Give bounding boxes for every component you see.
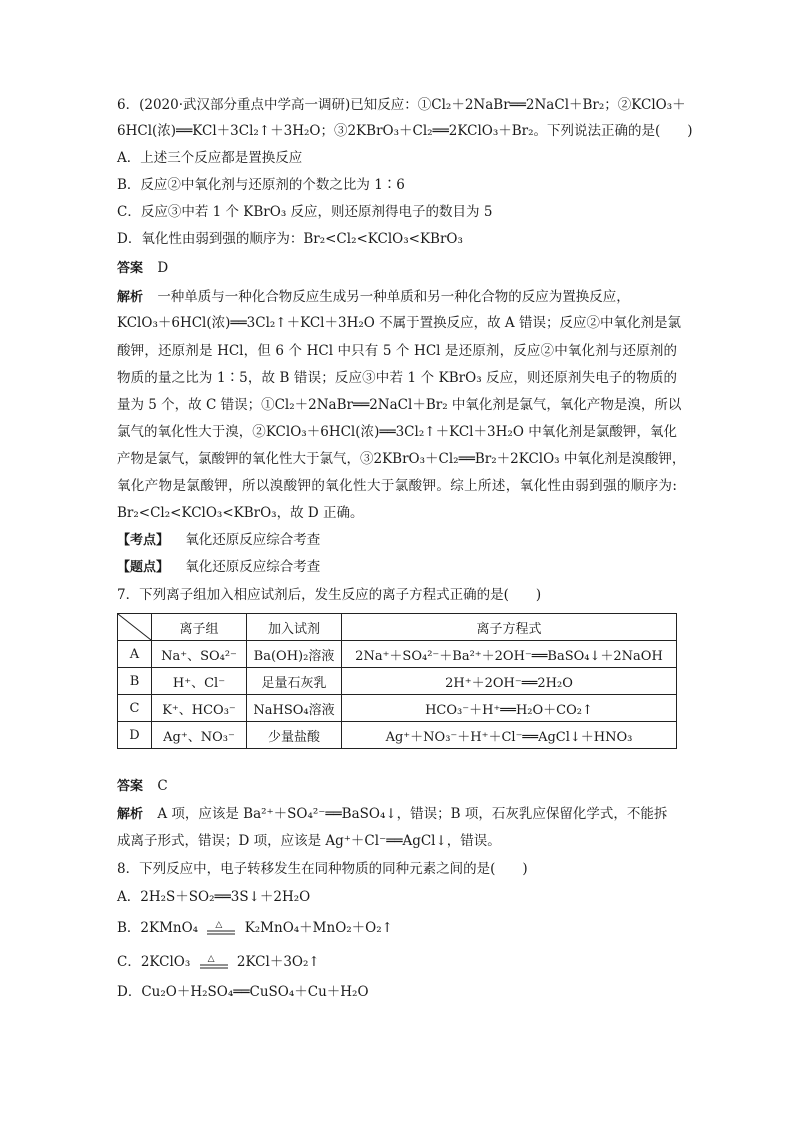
tidian-label: 【题点】 xyxy=(117,560,170,575)
q6-stem-line2: 6HCl(浓)══KCl＋3Cl₂↑＋3H₂O；③2KBrO₃＋Cl₂══2KClO₃＋Br₂。下列说法正确的是( ) xyxy=(117,123,693,139)
q7-answer-line xyxy=(117,776,168,797)
q6-option-a: A．上述三个反应都是置换反应 xyxy=(117,150,303,166)
row-label: A xyxy=(118,641,152,668)
row-label: C xyxy=(118,695,152,722)
row-equation: 2H⁺＋2OH⁻══2H₂O xyxy=(342,668,677,695)
row-reagent: 足量石灰乳 xyxy=(247,668,342,695)
q6-analysis-line-5: 量为 5 个，故 C 错误；①Cl₂＋2NaBr══2NaCl＋Br₂ 中氧化剂是氯气，氧化产物是溴，所以 xyxy=(117,397,682,413)
heat-arrow xyxy=(199,953,229,970)
q6-kaodian xyxy=(117,530,320,551)
q6-option-b: B．反应②中氧化剂与还原剂的个数之比为 1∶6 xyxy=(117,177,405,193)
q7-answer-label: 答案 xyxy=(117,779,144,794)
diagonal-line xyxy=(118,614,151,640)
q7-analysis-label: 解析 xyxy=(117,807,144,822)
row-ions: Na⁺、SO₄²⁻ xyxy=(152,641,247,668)
q6-answer-line xyxy=(117,258,168,279)
q7-analysis-first xyxy=(117,804,667,825)
q8-option-b xyxy=(117,918,393,938)
diagonal-header-cell xyxy=(118,614,152,641)
q6-analysis-label: 解析 xyxy=(117,290,144,305)
q6-option-d: D．氧化性由弱到强的顺序为：Br₂<Cl₂<KClO₃<KBrO₃ xyxy=(117,231,463,247)
row-equation: 2Na⁺＋SO₄²⁻＋Ba²⁺＋2OH⁻══BaSO₄↓＋2NaOH xyxy=(342,641,677,668)
row-reagent: 少量盐酸 xyxy=(247,722,342,749)
q6-analysis-line-1: 一种单质与一种化合物反应生成另一种单质和另一种化合物的反应为置换反应， xyxy=(157,289,630,305)
q8-option-b-products: K₂MnO₄＋MnO₂＋O₂↑ xyxy=(244,920,393,936)
q7-answer-value: C xyxy=(157,778,168,794)
q6-analysis-line-4: 物质的量之比为 1∶5，故 B 错误；反应③中若 1 个 KBrO₃ 反应，则还原剂失电子的物质的 xyxy=(117,370,677,386)
row-reagent: NaHSO₄溶液 xyxy=(247,695,342,722)
kaodian-value: 氧化还原反应综合考查 xyxy=(185,532,321,548)
row-reagent: Ba(OH)₂溶液 xyxy=(247,641,342,668)
q8-option-b-reactant: B．2KMnO₄ xyxy=(117,920,199,936)
header-ions: 离子组 xyxy=(152,614,247,641)
table-row xyxy=(118,722,677,749)
q8-stem: 8．下列反应中，电子转移发生在同种物质的同种元素之间的是( ) xyxy=(117,861,528,877)
kaodian-label: 【考点】 xyxy=(117,533,170,548)
q6-option-c: C．反应③中若 1 个 KBrO₃ 反应，则还原剂得电子的数目为 5 xyxy=(117,204,493,220)
q6-analysis-line-7: 产物是氯气，氯酸钾的氧化性大于氯气，③2KBrO₃＋Cl₂══Br₂＋2KClO₃ 中氧化剂是溴酸钾， xyxy=(117,451,686,467)
heat-triangle-icon: △ xyxy=(215,919,223,930)
table-row xyxy=(118,668,677,695)
row-ions: H⁺、Cl⁻ xyxy=(152,668,247,695)
q8-option-c-products: 2KCl＋3O₂↑ xyxy=(236,954,320,970)
q6-analysis-line-6: 氯气的氧化性大于溴，②KClO₃＋6HCl(浓)══3Cl₂↑＋KCl＋3H₂O 中氧化剂是氯酸钾，氧化 xyxy=(117,424,677,440)
q8-option-d: D．Cu₂O＋H₂SO₄══CuSO₄＋Cu＋H₂O xyxy=(117,984,369,1000)
q6-analysis-line-9: Br₂<Cl₂<KClO₃<KBrO₃，故 D 正确。 xyxy=(117,505,364,521)
q6-stem-line1: 6．(2020·武汉部分重点中学高一调研)已知反应：①Cl₂＋2NaBr══2NaCl＋Br₂；②KClO₃＋ xyxy=(117,97,686,113)
header-reagent: 加入试剂 xyxy=(247,614,342,641)
row-equation: HCO₃⁻＋H⁺══H₂O＋CO₂↑ xyxy=(342,695,677,722)
q8-option-c-reactant: C．2KClO₃ xyxy=(117,954,191,970)
q6-answer-value: D xyxy=(157,260,169,276)
q7-analysis-line-1: A 项，应该是 Ba²⁺＋SO₄²⁻══BaSO₄↓，错误；B 项，石灰乳应保留化学式，不能拆 xyxy=(157,806,668,822)
q6-analysis-line-2: KClO₃＋6HCl(浓)══3Cl₂↑＋KCl＋3H₂O 不属于置换反应，故 A 错误；反应②中氧化剂是氯 xyxy=(117,315,681,331)
row-label: B xyxy=(118,668,152,695)
ion-table-header-row xyxy=(118,614,677,641)
q6-analysis-line-3: 酸钾，还原剂是 HCl，但 6 个 HCl 中只有 5 个 HCl 是还原剂，反应②中氧化剂与还原剂的 xyxy=(117,343,677,359)
q7-analysis-line-2: 成离子形式，错误；D 项，应该是 Ag⁺＋Cl⁻══AgCl↓，错误。 xyxy=(117,833,501,849)
q6-analysis-line-8: 氧化产物是氯酸钾，所以溴酸钾的氧化性大于氯酸钾。综上所述，氧化性由弱到强的顺序为: xyxy=(117,478,677,494)
row-ions: K⁺、HCO₃⁻ xyxy=(152,695,247,722)
heat-triangle-icon: △ xyxy=(207,953,215,964)
header-equation: 离子方程式 xyxy=(342,614,677,641)
ion-table xyxy=(117,613,677,749)
q7-stem: 7．下列离子组加入相应试剂后，发生反应的离子方程式正确的是( ) xyxy=(117,587,542,603)
q6-analysis-first xyxy=(117,287,630,308)
heat-arrow xyxy=(206,919,236,936)
row-equation: Ag⁺＋NO₃⁻＋H⁺＋Cl⁻══AgCl↓＋HNO₃ xyxy=(342,722,677,749)
table-row xyxy=(118,695,677,722)
q8-option-a: A．2H₂S＋SO₂══3S↓＋2H₂O xyxy=(117,889,311,905)
table-row xyxy=(118,641,677,668)
q6-answer-label: 答案 xyxy=(117,261,144,276)
tidian-value: 氧化还原反应综合考查 xyxy=(185,559,321,575)
row-ions: Ag⁺、NO₃⁻ xyxy=(152,722,247,749)
row-label: D xyxy=(118,722,152,749)
q6-tidian xyxy=(117,557,320,578)
q8-option-c xyxy=(117,952,320,972)
